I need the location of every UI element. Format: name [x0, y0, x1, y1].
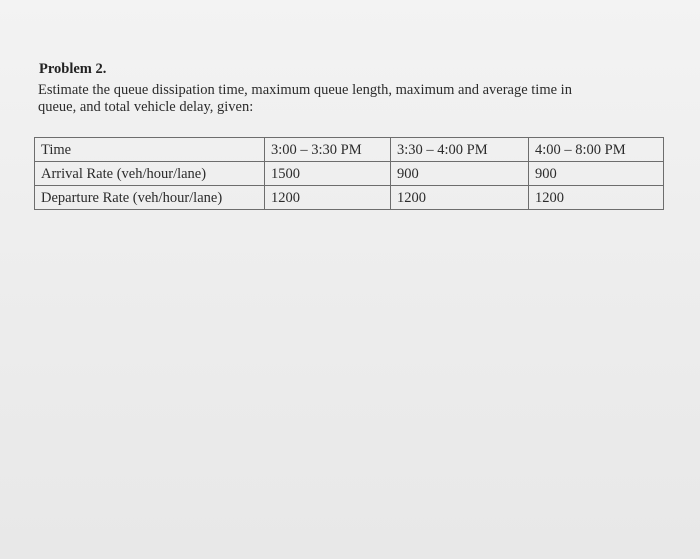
table-row-departure-rate [35, 186, 664, 210]
given-data-table [34, 137, 664, 210]
period-2-header: 3:30 – 4:00 PM [391, 138, 529, 162]
row-header-arrival-rate: Arrival Rate (veh/hour/lane) [35, 162, 265, 186]
departure-rate-period-2: 1200 [391, 186, 529, 210]
period-3-header: 4:00 – 8:00 PM [529, 138, 664, 162]
row-header-departure-rate: Departure Rate (veh/hour/lane) [35, 186, 265, 210]
problem-text-line: queue, and total vehicle delay, given: [38, 99, 254, 115]
departure-rate-period-3: 1200 [529, 186, 664, 210]
arrival-rate-period-3: 900 [529, 162, 664, 186]
row-header-time: Time [35, 138, 265, 162]
arrival-rate-period-2: 900 [391, 162, 529, 186]
departure-rate-period-1: 1200 [265, 186, 391, 210]
problem-title: Problem 2. [39, 61, 107, 77]
table-row-time [35, 138, 664, 162]
arrival-rate-period-1: 1500 [265, 162, 391, 186]
table-row-arrival-rate [35, 162, 664, 186]
period-1-header: 3:00 – 3:30 PM [265, 138, 391, 162]
problem-statement [38, 82, 658, 116]
problem-text-line: Estimate the queue dissipation time, maximum queue length, maximum and average time in [38, 82, 572, 98]
